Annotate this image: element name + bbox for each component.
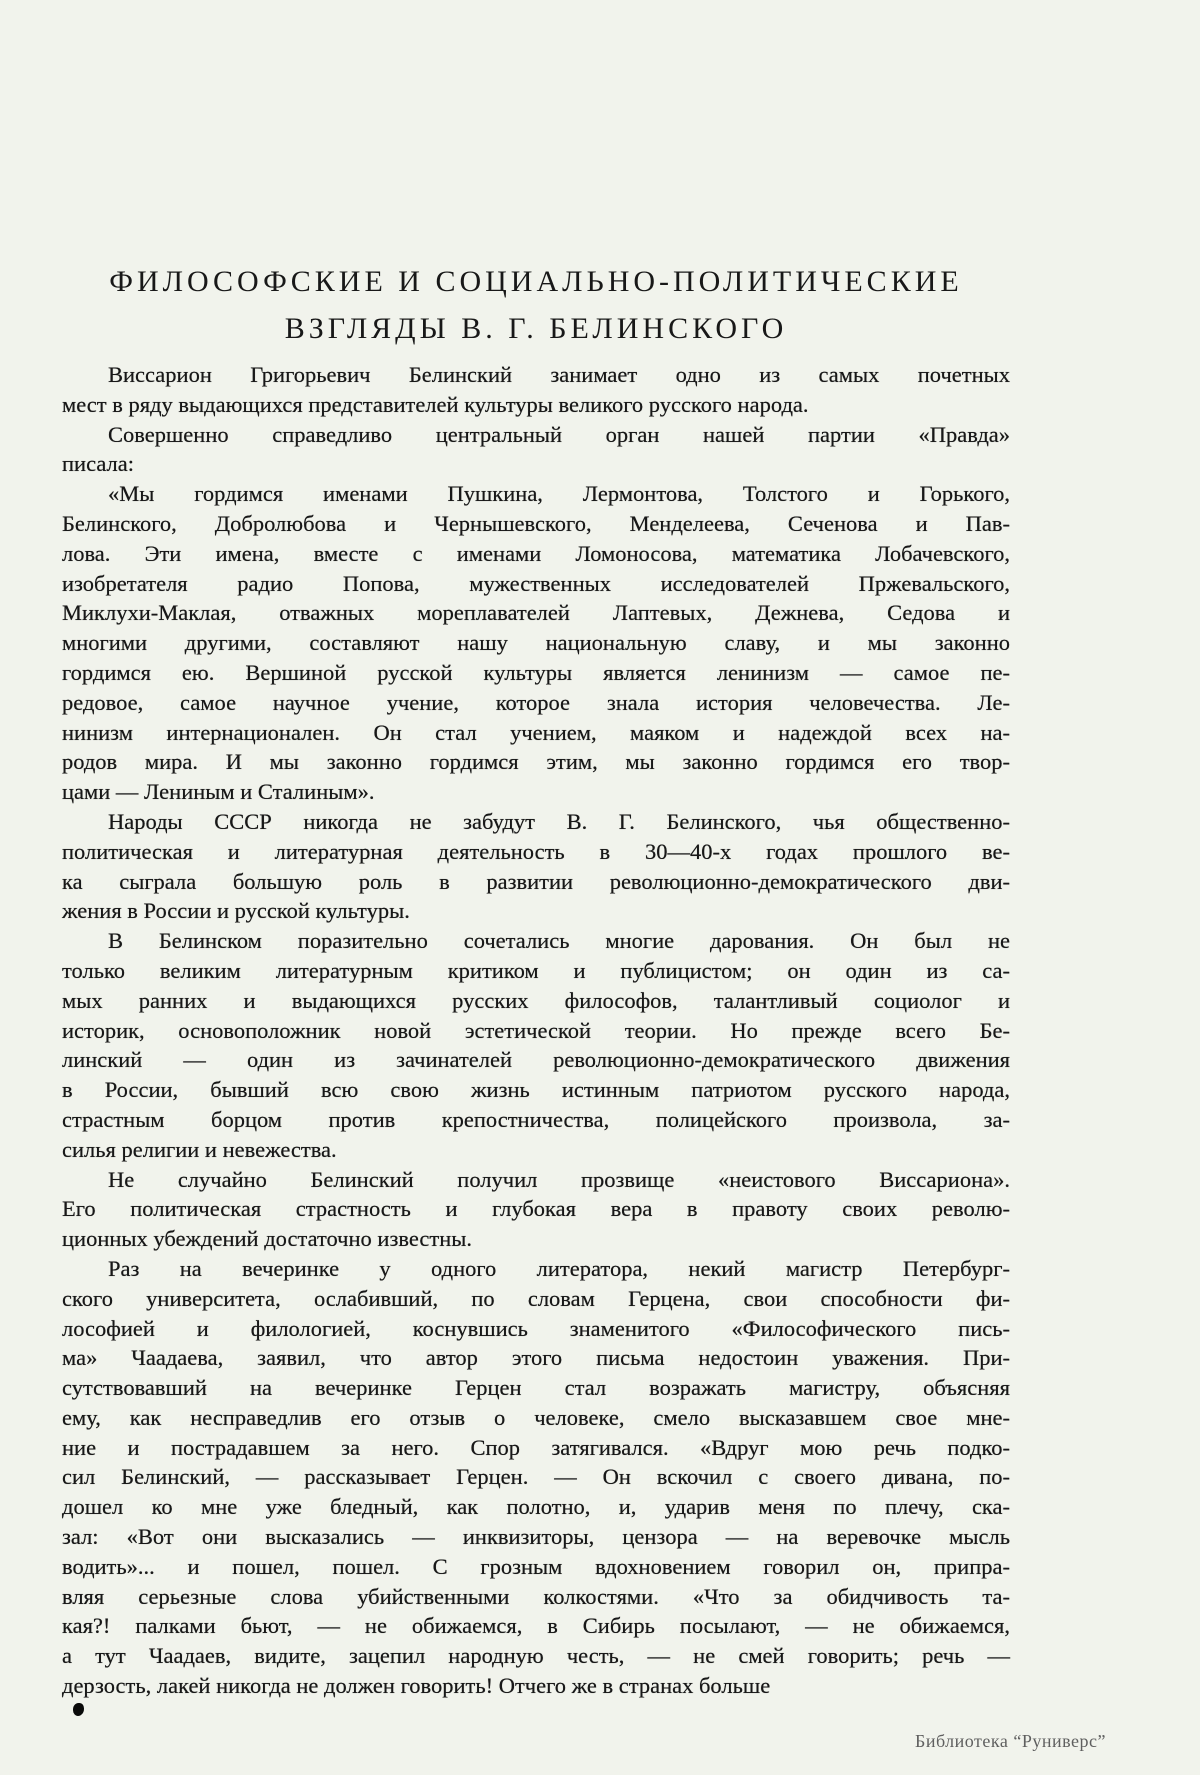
text-line: мых ранних и выдающихся русских философов, талантливый социолог и [62,987,1010,1013]
text-line: ма» Чаадаева, заявил, что автор этого письма недостоин уважения. При- [62,1345,1010,1371]
text-line: ние и пострадавшем за него. Спор затягивался. «Вдруг мою речь подко- [62,1434,1010,1460]
library-watermark: Библиотека “Руниверс” [914,1731,1106,1751]
text-line: Совершенно справедливо центральный орган нашей партии «Правда» [108,421,1010,447]
text-line: Миклухи-Маклая, отважных мореплавателей Лаптевых, Дежнева, Седова и [62,600,1010,626]
text-line: Не случайно Белинский получил прозвище «неистового Виссариона». [108,1166,1010,1192]
text-line: страстным борцом против крепостничества, полицейского произвола, за- [62,1106,1010,1132]
text-line: а тут Чаадаев, видите, зацепил народную честь, — не смей говорить; речь — [62,1643,1010,1669]
text-line: мест в ряду выдающихся представителей культуры великого русского народа. [62,391,809,417]
text-line: изобретателя радио Попова, мужественных исследователей Пржевальского, [62,570,1010,596]
text-line: дошел ко мне уже бледный, как полотно, и, ударив меня по плечу, ска- [62,1494,1010,1520]
text-line: зал: «Вот они высказались — инквизиторы, цензора — на веревочке мысль [62,1524,1010,1550]
text-line: ционных убеждений достаточно известны. [62,1226,472,1252]
text-line: сутствовавший на вечеринке Герцен стал возражать магистру, объясняя [62,1375,1010,1401]
paragraph [62,807,1010,926]
text-line: Раз на вечеринке у одного литератора, некий магистр Петербург- [108,1255,1010,1281]
text-line: писала: [62,451,134,477]
text-line: В Белинском поразительно сочетались многие дарования. Он был не [108,928,1010,954]
paragraph [62,420,1010,480]
text-line: Виссарион Григорьевич Белинский занимает одно из самых почетных [108,362,1010,387]
text-line: нинизм интернационален. Он стал учением, маяком и надеждой всех на- [62,719,1010,745]
paragraph [62,1165,1010,1254]
text-line: родов мира. И мы законно гордимся этим, мы законно гордимся его твор- [62,749,1010,775]
text-line: водить»... и пошел, пошел. С грозным вдохновением говорил он, припра- [62,1553,1010,1579]
paragraph [62,926,1010,1164]
title-line-2: ВЗГЛЯДЫ В. Г. БЕЛИНСКОГО [284,312,788,345]
text-line: сил Белинский, — рассказывает Герцен. — Он вскочил с своего дивана, по- [62,1464,1010,1490]
text-line: в России, бывший всю свою жизнь истинным патриотом русского народа, [62,1077,1010,1103]
text-line: лова. Эти имена, вместе с именами Ломоносова, математика Лобачевского, [62,540,1010,566]
text-line: кая?! палками бьют, — не обижаемся, в Сибирь посылают, — не обижаемся, [62,1613,1010,1639]
text-line: «Мы гордимся именами Пушкина, Лермонтова, Толстого и Горького, [108,481,1010,507]
text-body [62,360,1010,1701]
text-line: вляя серьезные слова убийственными колкостями. «Что за обидчивость та- [62,1583,1010,1609]
text-line: лософией и филологией, коснувшись знаменитого «Философического пись- [62,1315,1010,1341]
paragraph [62,479,1010,807]
text-line: только великим литературным критиком и публицистом; он один из са- [62,957,1010,983]
page-title [62,258,1010,352]
text-line: многими другими, составляют нашу национальную славу, и мы законно [62,630,1010,656]
text-line: редовое, самое научное учение, которое знала история человечества. Ле- [62,689,1010,715]
text-line: Народы СССР никогда не забудут В. Г. Белинского, чья общественно- [108,808,1010,834]
text-line: дерзость, лакей никогда не должен говорить! Отчего же в странах больше [62,1673,771,1699]
text-line: ему, как несправедлив его отзыв о человеке, смело высказавшем свое мне- [62,1404,1010,1430]
footnote-ink-mark [73,1703,84,1716]
text-line: ка сыграла большую роль в развитии революционно-демократического дви- [62,868,1010,894]
paragraph [62,1254,1010,1701]
text-line: силья религии и невежества. [62,1136,337,1162]
text-line: линский — один из зачинателей революционно-демократического движения [62,1047,1010,1073]
text-line: политическая и литературная деятельность в 30—40-х годах прошлого ве- [62,838,1010,864]
text-line: цами — Лениным и Сталиным». [62,779,375,805]
paragraph [62,360,1010,420]
text-line: Белинского, Добролюбова и Чернышевского, Менделеева, Сеченова и Пав- [62,510,1010,536]
text-line: ского университета, ослабивший, по словам Герцена, свои способности фи- [62,1285,1010,1311]
text-line: жения в России и русской культуры. [62,898,410,924]
text-line: гордимся ею. Вершиной русской культуры является ленинизм — самое пе- [62,659,1010,685]
text-line: историк, основоположник новой эстетической теории. Но прежде всего Бе- [62,1017,1010,1043]
title-line-1: ФИЛОСОФСКИЕ И СОЦИАЛЬНО-ПОЛИТИЧЕСКИЕ [109,265,963,298]
text-line: Его политическая страстность и глубокая вера в правоту своих револю- [62,1196,1010,1222]
